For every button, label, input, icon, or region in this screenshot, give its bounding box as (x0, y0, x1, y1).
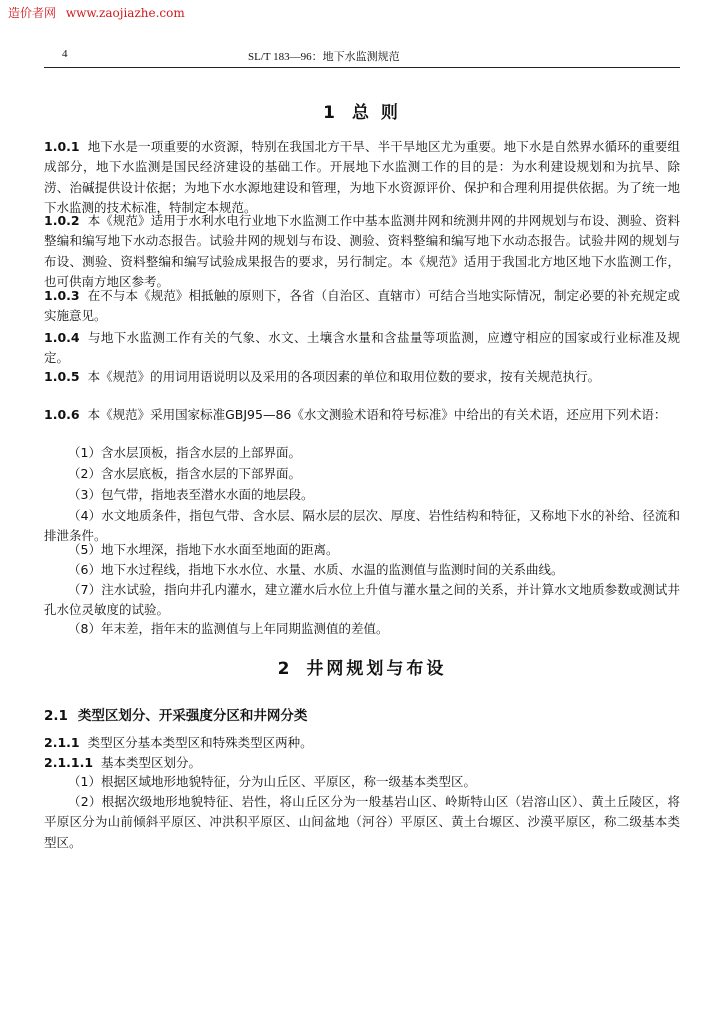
basic-type-item: （2）根据次级地形地貌特征、岩性，将山丘区分为一般基岩山区、岭斯特山区（岩溶山区）、黄土丘陵区，将平原区分为山前倾斜平原区、冲洪积平原区、山间盆地（河谷）平原区、黄土台塬区、沙漠平原区，称二级基本类型区。 (44, 794, 680, 850)
clause-1-0-3 (44, 286, 680, 327)
term-item: （6）地下水过程线，指地下水水位、水量、水质、水温的监测值与监测时间的关系曲线。 (68, 562, 564, 577)
clause-text: 本《规范》适用于水利水电行业地下水监测工作中基本监测井网和统测井网的井网规划与布设、测验、资料整编和编写地下水动态报告。试验井网的规划与布设、测验、资料整编和编写地下水动态报告。试验井网的规划与布设、测验、资料整编和编写试验成果报告的要求，另行制定。本《规范》适用于我国北方地区地下水监测工作，也可供南方地区参考。 (44, 213, 680, 290)
watermark (8, 4, 191, 21)
section-id: 2.1 (44, 708, 68, 724)
clause-id: 2.1.1.1 (44, 755, 94, 770)
term-item: （5）地下水埋深，指地下水水面至地面的距离。 (68, 542, 339, 557)
section-title: 类型区划分、开采强度分区和井网分类 (77, 708, 308, 724)
clause-id: 1.0.6 (44, 407, 80, 422)
clause-1-0-6 (44, 405, 680, 425)
clause-text: 地下水是一项重要的水资源，特别在我国北方干旱、半干旱地区尤为重要。地下水是自然界水循环的重要组成部分，地下水监测是国民经济建设的基础工作。开展地下水监测工作的目的是：为水利建设规划和为抗旱、除涝、治碱提供设计依据；为地下水水源地建设和管理，为地下水资源评价、保护和合理利用提供依据。为了统一地下水监测的技术标准，特制定本规范。 (44, 139, 680, 216)
clause-text: 本《规范》的用词用语说明以及采用的各项因素的单位和取用位数的要求，按有关规范执行。 (87, 369, 601, 384)
clause-1-0-5 (44, 367, 680, 387)
chapter-number: 2 (277, 659, 293, 679)
term-item: （2）含水层底板，指含水层的下部界面。 (68, 466, 301, 481)
clause-id: 1.0.1 (44, 139, 80, 154)
page-number: 4 (62, 48, 68, 60)
term-item: （3）包气带，指地表至潜水水面的地层段。 (68, 487, 314, 502)
clause-text: 在不与本《规范》相抵触的原则下，各省（自治区、直辖市）可结合当地实际情况，制定必要的补充规定或实施意见。 (44, 288, 680, 324)
section-2-1-heading (44, 704, 680, 724)
chapter-title: 总 则 (351, 103, 401, 123)
watermark-site-name: 造价者网 (8, 6, 57, 20)
clause-1-0-2 (44, 211, 680, 293)
clause-1-0-1 (44, 137, 680, 219)
chapter-1-heading (0, 98, 724, 123)
header-rule (44, 67, 680, 68)
clause-2-1-1-1 (44, 753, 680, 773)
clause-text: 与地下水监测工作有关的气象、水文、土壤含水量和含盐量等项监测，应遵守相应的国家或行业标准及规定。 (44, 330, 680, 366)
chapter-title: 井网规划与布设 (306, 659, 447, 679)
clause-text: 基本类型区划分。 (101, 755, 202, 770)
basic-type-item: （1）根据区域地形地貌特征，分为山丘区、平原区，称一级基本类型区。 (68, 774, 476, 789)
clause-id: 1.0.5 (44, 369, 80, 384)
term-item: （1）含水层顶板，指含水层的上部界面。 (68, 445, 301, 460)
clause-2-1-1 (44, 733, 680, 753)
page-header (44, 48, 680, 66)
clause-id: 1.0.4 (44, 330, 80, 345)
clause-id: 1.0.2 (44, 213, 80, 228)
term-item: （4）水文地质条件，指包气带、含水层、隔水层的层次、厚度、岩性结构和特征，又称地下水的补给、径流和排泄条件。 (44, 508, 680, 544)
term-item: （7）注水试验，指向井孔内灌水，建立灌水后水位上升值与灌水量之间的关系，并计算水文地质参数或测试井孔水位灵敏度的试验。 (44, 582, 680, 618)
clause-1-0-4 (44, 328, 680, 369)
chapter-2-heading (0, 654, 724, 679)
clause-text: 类型区分基本类型区和特殊类型区两种。 (87, 735, 313, 750)
watermark-url: www.zaojiazhe.com (65, 6, 185, 20)
clause-id: 1.0.3 (44, 288, 80, 303)
header-title: SL/T 183—96：地下水监测规范 (248, 51, 400, 63)
clause-id: 2.1.1 (44, 735, 80, 750)
term-item: （8）年末差，指年末的监测值与上年同期监测值的差值。 (68, 621, 389, 636)
clause-text: 本《规范》采用国家标准GBJ95—86《水文测验术语和符号标准》中给出的有关术语，还应用下列术语： (87, 407, 667, 422)
chapter-number: 1 (323, 103, 338, 123)
